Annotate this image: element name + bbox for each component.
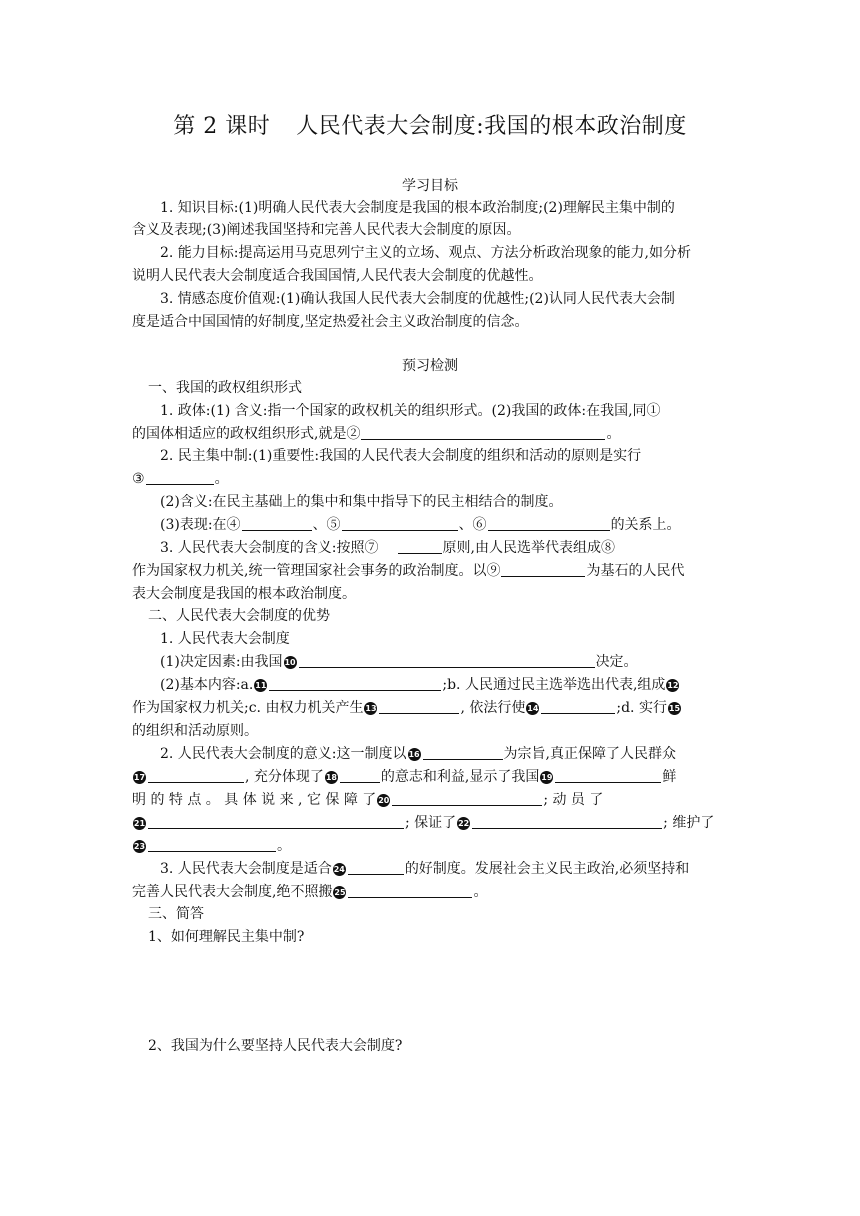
answer-blank-13[interactable]	[379, 698, 459, 714]
goal-line-2: 含义及表现;(3)阐述我国坚持和完善人民代表大会制度的原因。	[132, 222, 521, 238]
answer-blank-4[interactable]	[242, 515, 312, 531]
circled-number: 14	[527, 704, 539, 713]
circled-number: 15	[668, 704, 681, 713]
circled-number: 12	[667, 681, 679, 690]
circled-number: 22	[458, 819, 470, 828]
circled-number: 13	[365, 704, 377, 713]
answer-blank-24[interactable]	[348, 859, 404, 875]
circled-number: 25	[334, 888, 346, 897]
answer-blank-19[interactable]	[555, 767, 661, 783]
lesson-title: 人民代表大会制度:我国的根本政治制度	[296, 114, 687, 139]
goal-line-3: 2. 能力目标:提高运用马克思列宁主义的立场、观点、方法分析政治现象的能力,如分析	[160, 245, 691, 261]
page-title	[0, 112, 860, 142]
significance-line-5: 23 。	[133, 838, 291, 854]
answer-blank-14[interactable]	[541, 698, 615, 714]
democratic-centralism-line-1: 2. 民主集中制:(1)重要性:我国的人民代表大会制度的组织和活动的原则是实行	[160, 448, 642, 464]
goal-line-6: 度是适合中国国情的好制度,坚定热爱社会主义政治制度的信念。	[132, 314, 529, 330]
circled-number: 16	[408, 750, 420, 759]
circled-number: 20	[378, 796, 390, 805]
goal-line-1: 1. 知识目标:(1)明确人民代表大会制度是我国的根本政治制度;(2)理解民主集中制的	[160, 200, 675, 216]
section-1-heading: 一、我国的政权组织形式	[148, 380, 302, 396]
significance-line-1: 2. 人民代表大会制度的意义:这一制度以 16 为宗旨,真正保障了人民群众	[160, 746, 676, 762]
polity-line-2: 的国体相适应的政权组织形式,就是② 。	[132, 426, 621, 442]
preview-heading: 预习检测	[402, 358, 458, 374]
democratic-centralism-expression: (3)表现:在④ 、⑤ 、⑥ 的关系上。	[160, 517, 681, 533]
answer-blank-10[interactable]	[299, 652, 595, 668]
answer-blank-20[interactable]	[392, 790, 542, 806]
answer-blank-11[interactable]	[269, 675, 441, 691]
goals-heading: 学习目标	[402, 178, 458, 194]
democratic-centralism-meaning: (2)含义:在民主基础上的集中和集中指导下的民主相结合的制度。	[160, 494, 563, 510]
answer-blank-5[interactable]	[342, 515, 458, 531]
npc-system-heading: 1. 人民代表大会制度	[160, 631, 290, 647]
answer-blank-17[interactable]	[148, 767, 244, 783]
question-1: 1、如何理解民主集中制?	[148, 929, 305, 945]
circled-number: 11	[255, 681, 267, 690]
npc-meaning-line-3: 表大会制度是我国的根本政治制度。	[132, 586, 356, 602]
npc-meaning-line-2: 作为国家权力机关,统一管理国家社会事务的政治制度。以⑨ 为基石的人民代	[132, 563, 685, 579]
answer-blank-22[interactable]	[472, 813, 662, 829]
democratic-centralism-line-2: ③ 。	[132, 471, 229, 487]
answer-blank-7[interactable]	[398, 538, 442, 554]
polity-line-1: 1. 政体:(1) 含义:指一个国家的政权机关的组织形式。(2)我国的政体:在我国,同①	[160, 403, 661, 419]
answer-blank-2[interactable]	[361, 424, 605, 440]
section-2-heading: 二、人民代表大会制度的优势	[148, 608, 330, 624]
basic-content-line-1: (2)基本内容:a. 11 ;b. 人民通过民主选举选出代表,组成 12	[160, 677, 679, 693]
circled-number: 24	[333, 865, 345, 874]
significance-line-2: 17 , 充分体现了 18 的意志和利益,显示了我国 19 鲜	[133, 769, 677, 785]
lesson-number: 第 2 课时	[173, 114, 271, 139]
circled-number: 19	[541, 773, 553, 782]
circled-number: 18	[325, 773, 337, 782]
goal-line-4: 说明人民代表大会制度适合我国国情,人民代表大会制度的优越性。	[132, 268, 543, 284]
section-3-heading: 三、简答	[148, 906, 204, 922]
answer-blank-16[interactable]	[423, 744, 503, 760]
basic-content-line-3: 的组织和活动原则。	[132, 723, 258, 739]
answer-blank-6[interactable]	[488, 515, 610, 531]
answer-blank-18[interactable]	[340, 767, 380, 783]
answer-blank-9[interactable]	[501, 561, 585, 577]
goal-line-5: 3. 情感态度价值观:(1)确认我国人民代表大会制度的优越性;(2)认同人民代表大会制	[160, 291, 675, 307]
significance-line-3: 明 的 特 点 。 具 体 说 来 , 它 保 障 了 20 ; 动 员 了	[132, 792, 604, 808]
answer-blank-25[interactable]	[348, 882, 472, 898]
deciding-factor-line: (1)决定因素:由我国 10 决定。	[160, 654, 638, 670]
significance-line-4: 21 ; 保证了 22 ; 维护了	[133, 815, 715, 831]
question-2: 2、我国为什么要坚持人民代表大会制度?	[148, 1038, 403, 1054]
basic-content-line-2: 作为国家权力机关;c. 由权力机关产生 13 , 依法行使 14 ;d. 实行 15	[132, 700, 681, 716]
suitability-line-2: 完善人民代表大会制度,绝不照搬 25 。	[132, 884, 488, 900]
answer-blank-3[interactable]	[146, 469, 214, 485]
suitability-line-1: 3. 人民代表大会制度是适合 24 的好制度。发展社会主义民主政治,必须坚持和	[160, 861, 690, 877]
circled-number: 10	[284, 658, 296, 667]
answer-blank-23[interactable]	[148, 836, 276, 852]
circled-number: 17	[133, 773, 146, 782]
answer-blank-21[interactable]	[148, 813, 404, 829]
circled-number: 23	[133, 842, 146, 851]
circled-number: 21	[133, 819, 146, 828]
npc-meaning-line-1: 3. 人民代表大会制度的含义:按照⑦ 原则,由人民选举代表组成⑧	[160, 540, 615, 556]
